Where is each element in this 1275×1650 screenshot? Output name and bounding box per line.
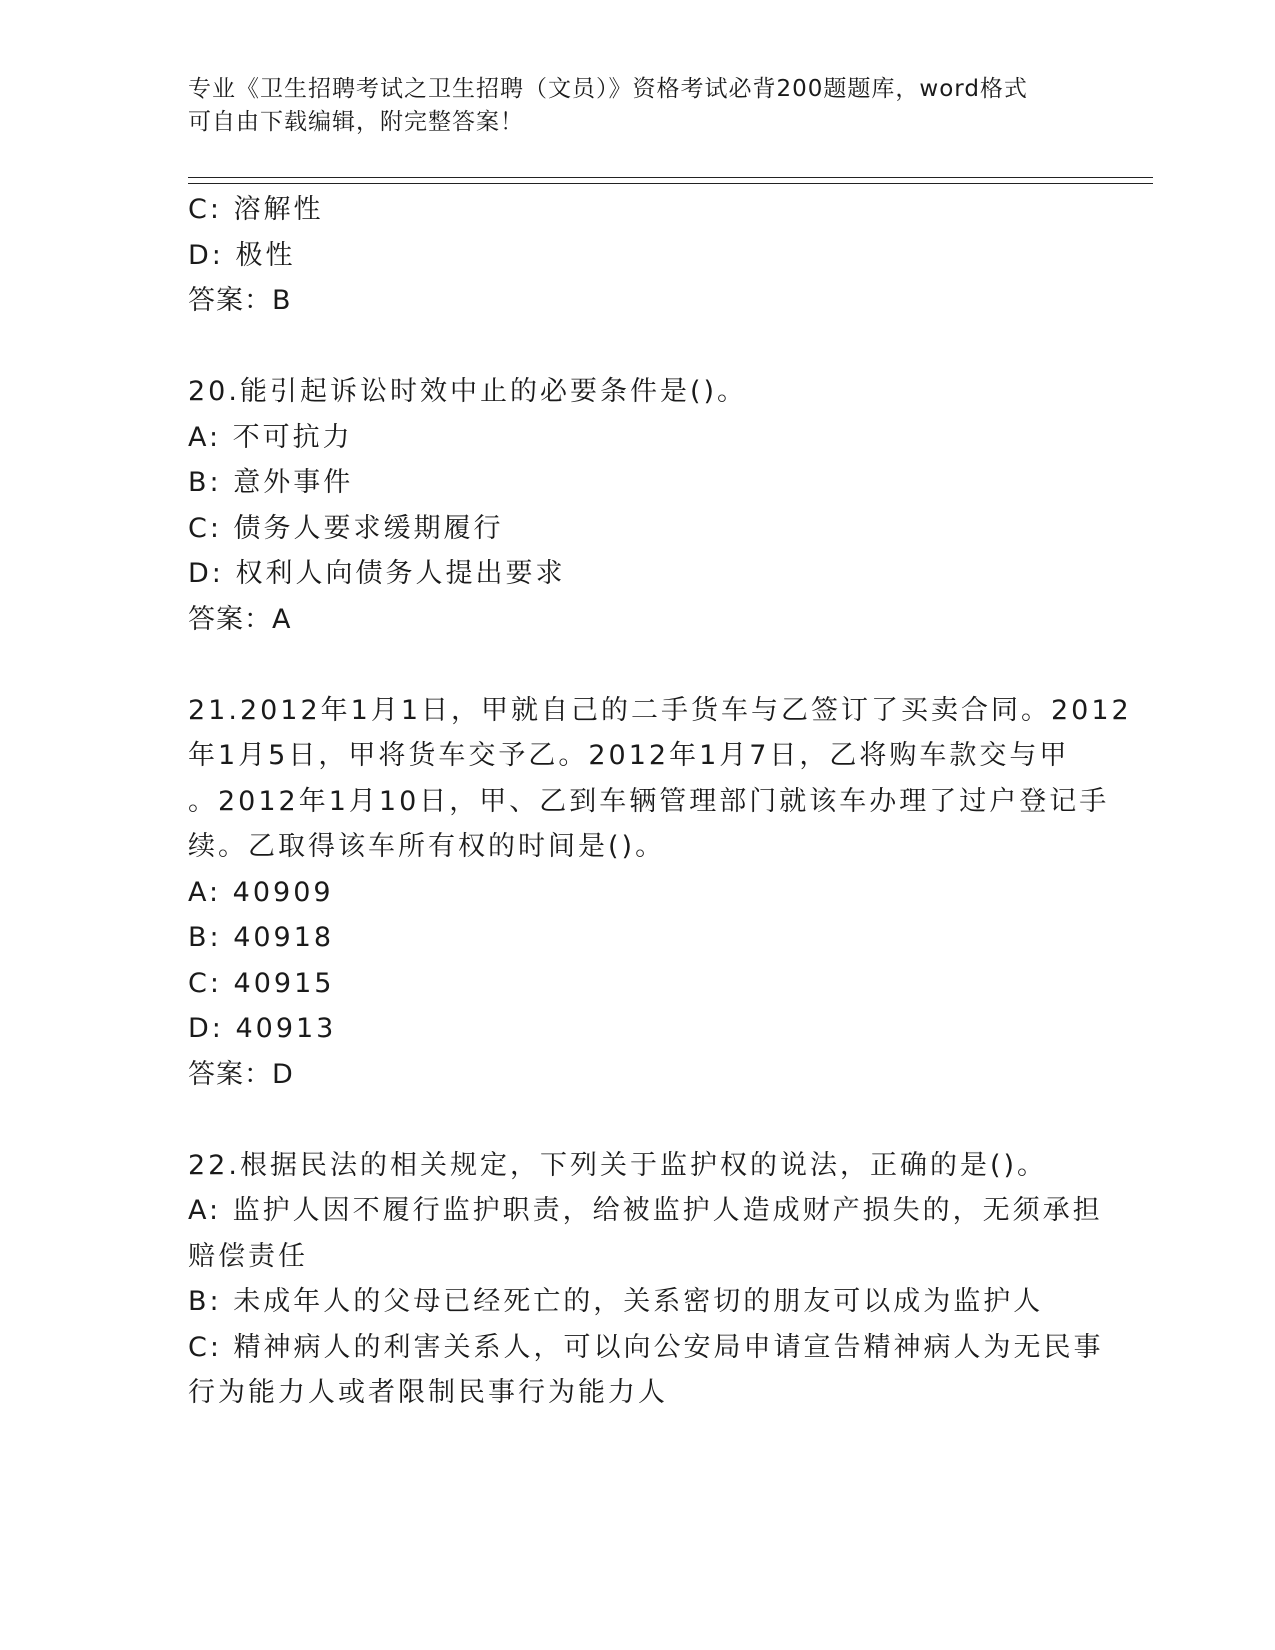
question-19-continued [188,187,1088,324]
option-b: B: 未成年人的父母已经死亡的，关系密切的朋友可以成为监护人 [188,1286,1044,1317]
option-b: B: 意外事件 [188,467,354,498]
page-header [188,73,1068,139]
spacer [188,1097,1088,1143]
header-title-line-1: 专业《卫生招聘考试之卫生招聘（文员）》资格考试必背200题题库，word格式 [188,76,1028,102]
option-d: D: 权利人向债务人提出要求 [188,558,566,589]
option-letter: C: [188,194,222,225]
option-b: B: 40918 [188,922,335,953]
option-c: C: 债务人要求缓期履行 [188,512,504,544]
option-a: A: 40909 [188,876,334,908]
answer-line: 答案：D [188,1058,294,1090]
answer-line: 答案：B [188,285,292,316]
option-a-line-1: A: 监护人因不履行监护职责，给被监护人造成财产损失的，无须承担 [188,1195,1103,1226]
header-rule-bottom [188,183,1153,184]
option-c-line-2: 行为能力人或者限制民事行为能力人 [188,1377,668,1408]
question-stem-line: 年1月5日，甲将货车交予乙。2012年1月7日，乙将购车款交与甲 [188,740,1070,771]
option-a-line-2: 赔偿责任 [188,1240,308,1272]
header-rule-top [188,177,1153,178]
question-stem: 22.根据民法的相关规定，下列关于监护权的说法，正确的是()。 [188,1149,1048,1181]
question-stem-line: 续。乙取得该车所有权的时间是()。 [188,831,666,862]
spacer [188,324,1088,370]
option-c-line-1: C: 精神病人的利害关系人，可以向公安局申请宣告精神病人为无民事 [188,1331,1104,1363]
question-21 [188,688,1132,1098]
option-d: D: 40913 [188,1013,337,1044]
question-20 [188,369,1088,642]
answer-line: 答案：A [188,603,292,635]
option-letter: D: [188,239,224,271]
question-stem-line: 21.2012年1月1日，甲就自己的二手货车与乙签订了买卖合同。2012 [188,694,1132,726]
option-text: 极性 [235,239,296,271]
option-text: 溶解性 [233,194,324,225]
option-d [188,233,1088,279]
document-body [188,187,1132,1416]
question-stem-line: 。2012年1月10日，甲、乙到车辆管理部门就该车办理了过户登记手 [188,785,1110,817]
question-22 [188,1143,1104,1416]
question-stem: 20.能引起诉讼时效中止的必要条件是()。 [188,376,748,407]
header-title-line-2: 可自由下载编辑，附完整答案！ [188,109,524,135]
option-a: A: 不可抗力 [188,421,353,453]
spacer [188,642,1088,688]
option-c [188,187,1088,233]
option-c: C: 40915 [188,967,335,999]
